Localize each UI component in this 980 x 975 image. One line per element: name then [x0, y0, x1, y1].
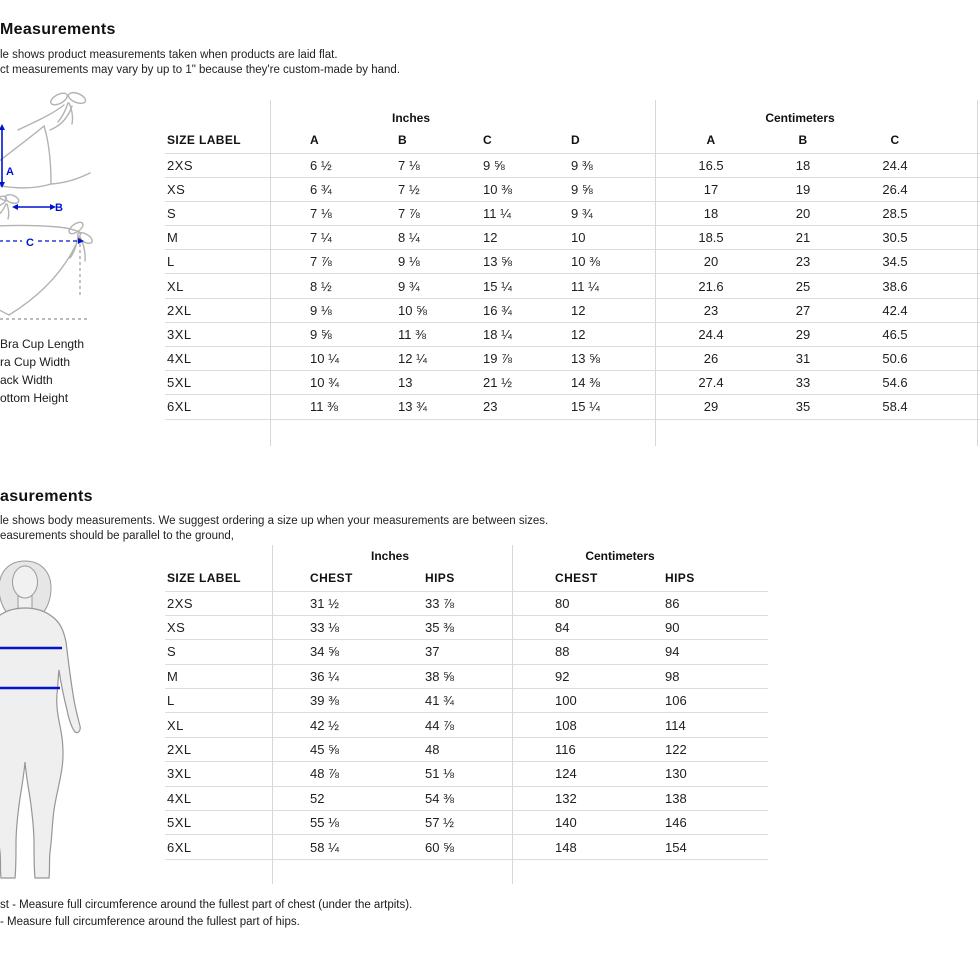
body-measurements-title: asurements: [0, 488, 93, 505]
cm-a: 21.6: [665, 274, 757, 298]
body-size-row: [165, 786, 768, 810]
cm-chest: 148: [512, 835, 630, 859]
in-hips: 37: [390, 640, 512, 664]
cm-b: 21: [757, 226, 849, 250]
product-size-row: [165, 395, 980, 419]
cm-hips: 122: [630, 737, 768, 761]
diagram-label-b: B: [55, 202, 63, 214]
cm-c: 54.6: [849, 371, 941, 395]
size-label: M: [165, 664, 272, 688]
size-label-header: SIZE LABEL: [165, 566, 272, 591]
cm-b: 31: [757, 347, 849, 371]
size-label: 6XL: [165, 835, 272, 859]
body-inches-header: Inches: [370, 549, 410, 563]
in-b: 9 ¾: [358, 274, 443, 298]
cm-d-clipped-cell: [941, 322, 980, 346]
in-c: 19 ⅞: [443, 347, 531, 371]
in-d: 10: [531, 226, 655, 250]
size-label: L: [165, 689, 272, 713]
cm-c: 46.5: [849, 322, 941, 346]
in-a: 7 ¼: [270, 226, 358, 250]
cm-a: 29: [665, 395, 757, 419]
cm-d-clipped-cell: [941, 274, 980, 298]
size-label: XS: [165, 615, 272, 639]
in-b: 7 ⅛: [358, 153, 443, 177]
product-size-row: [165, 226, 980, 250]
in-d: 12: [531, 298, 655, 322]
cm-b: 18: [757, 153, 849, 177]
size-label: XL: [165, 274, 270, 298]
cm-d-clipped-cell: [941, 226, 980, 250]
size-label: 6XL: [165, 395, 270, 419]
spacer-cell: [655, 395, 665, 419]
cm-c: 42.4: [849, 298, 941, 322]
size-label: 5XL: [165, 371, 270, 395]
product-size-row: [165, 153, 980, 177]
cm-a: 18.5: [665, 226, 757, 250]
size-label: M: [165, 226, 270, 250]
chest-footnote: st - Measure full circumference around the fullest part of chest (under the artpits).: [0, 899, 413, 911]
cm-a: 18: [665, 201, 757, 225]
body-silhouette-diagram: [0, 558, 98, 893]
in-b: 7 ½: [358, 177, 443, 201]
in-chest: 39 ⅜: [272, 689, 390, 713]
in-c: 10 ⅜: [443, 177, 531, 201]
in-b: 8 ¼: [358, 226, 443, 250]
cm-b: 27: [757, 298, 849, 322]
in-d: 9 ⅝: [531, 177, 655, 201]
product-inches-header: Inches: [391, 111, 431, 125]
in-chest: 55 ⅛: [272, 811, 390, 835]
product-size-row: [165, 250, 980, 274]
in-d: 15 ¼: [531, 395, 655, 419]
size-label: 2XL: [165, 298, 270, 322]
body-size-row: [165, 591, 768, 615]
in-a: 11 ⅜: [270, 395, 358, 419]
in-b: 10 ⅝: [358, 298, 443, 322]
in-a: 7 ⅛: [270, 201, 358, 225]
in-c: 12: [443, 226, 531, 250]
body-measurements-table: [165, 566, 768, 860]
table1-divider-units: [655, 100, 656, 446]
body-desc-line1: le shows body measurements. We suggest ordering a size up when your measurements are between sizes.: [0, 515, 549, 527]
cm-hips: 138: [630, 786, 768, 810]
in-chest: 36 ¼: [272, 664, 390, 688]
body-size-row: [165, 713, 768, 737]
size-label: XL: [165, 713, 272, 737]
in-a: 8 ½: [270, 274, 358, 298]
cm-b: 33: [757, 371, 849, 395]
spacer-cell: [655, 250, 665, 274]
product-size-row: [165, 347, 980, 371]
legend-bra-cup-length: Bra Cup Length: [0, 337, 85, 351]
in-b: 9 ⅛: [358, 250, 443, 274]
in-b: 7 ⅞: [358, 201, 443, 225]
in-hips: 54 ⅜: [390, 786, 512, 810]
cm-c: 28.5: [849, 201, 941, 225]
in-c: 18 ¼: [443, 322, 531, 346]
in-d: 11 ¼: [531, 274, 655, 298]
in-a: 10 ¾: [270, 371, 358, 395]
in-c: 23: [443, 395, 531, 419]
in-hips: 51 ⅛: [390, 762, 512, 786]
cm-hips: 86: [630, 591, 768, 615]
in-c: 16 ¾: [443, 298, 531, 322]
cm-a: 20: [665, 250, 757, 274]
cm-hips: 90: [630, 615, 768, 639]
col-header-in-c: C: [443, 128, 531, 153]
in-b: 12 ¼: [358, 347, 443, 371]
in-chest: 52: [272, 786, 390, 810]
in-b: 11 ⅜: [358, 322, 443, 346]
legend-back-width: ack Width: [0, 373, 53, 387]
in-d: 9 ¾: [531, 201, 655, 225]
product-desc-line2: ct measurements may vary by up to 1" because they're custom-made by hand.: [0, 64, 401, 76]
body-desc-line2: easurements should be parallel to the ground,: [0, 530, 234, 542]
in-hips: 33 ⅞: [390, 591, 512, 615]
body-table-header-row: [165, 566, 768, 591]
cm-b: 19: [757, 177, 849, 201]
cm-d-clipped-cell: [941, 395, 980, 419]
in-c: 13 ⅝: [443, 250, 531, 274]
size-label: 4XL: [165, 786, 272, 810]
body-size-row: [165, 811, 768, 835]
cm-d-clipped-cell: [941, 371, 980, 395]
cm-d-clipped-cell: [941, 201, 980, 225]
cm-chest: 116: [512, 737, 630, 761]
cm-b: 25: [757, 274, 849, 298]
product-size-row: [165, 177, 980, 201]
silhouette-head: [13, 566, 38, 598]
product-measurements-title: Measurements: [0, 21, 116, 38]
legend-bottom-height: ottom Height: [0, 391, 69, 405]
in-a: 6 ½: [270, 153, 358, 177]
table2-divider-units: [512, 545, 513, 884]
table1-divider-left: [270, 100, 271, 446]
in-chest: 42 ½: [272, 713, 390, 737]
col-header-in-a: A: [270, 128, 358, 153]
size-label: 2XS: [165, 153, 270, 177]
product-desc-line1: le shows product measurements taken when products are laid flat.: [0, 49, 338, 61]
size-label: XS: [165, 177, 270, 201]
spacer-cell: [655, 153, 665, 177]
cm-hips: 130: [630, 762, 768, 786]
in-a: 9 ⅝: [270, 322, 358, 346]
cm-c: 24.4: [849, 153, 941, 177]
product-size-row: [165, 298, 980, 322]
in-chest: 34 ⅝: [272, 640, 390, 664]
cm-b: 35: [757, 395, 849, 419]
cm-a: 23: [665, 298, 757, 322]
cm-d-clipped-cell: [941, 177, 980, 201]
cm-d-clipped-cell: [941, 250, 980, 274]
in-hips: 60 ⅝: [390, 835, 512, 859]
cm-hips: 98: [630, 664, 768, 688]
cm-hips: 154: [630, 835, 768, 859]
body-size-row: [165, 835, 768, 859]
in-d: 9 ⅜: [531, 153, 655, 177]
body-centimeters-header: Centimeters: [585, 549, 655, 563]
spacer-cell: [655, 177, 665, 201]
cm-chest: 92: [512, 664, 630, 688]
cm-hips: 94: [630, 640, 768, 664]
size-label: 3XL: [165, 322, 270, 346]
in-c: 21 ½: [443, 371, 531, 395]
in-chest: 31 ½: [272, 591, 390, 615]
in-chest: 48 ⅞: [272, 762, 390, 786]
cm-chest: 124: [512, 762, 630, 786]
legend-bra-cup-width: ra Cup Width: [0, 355, 71, 369]
spacer-cell: [655, 347, 665, 371]
in-hips: 44 ⅞: [390, 713, 512, 737]
in-b: 13 ¾: [358, 395, 443, 419]
in-hips: 41 ¾: [390, 689, 512, 713]
size-label: S: [165, 640, 272, 664]
in-a: 7 ⅞: [270, 250, 358, 274]
spacer-cell: [655, 322, 665, 346]
cm-hips: 146: [630, 811, 768, 835]
product-size-row: [165, 371, 980, 395]
size-label: 2XL: [165, 737, 272, 761]
in-hips: 35 ⅜: [390, 615, 512, 639]
col-header-cm-b: B: [757, 128, 849, 153]
diagram-label-a: A: [6, 166, 14, 178]
cm-c: 26.4: [849, 177, 941, 201]
col-header-in-b: B: [358, 128, 443, 153]
hips-footnote: - Measure full circumference around the fullest part of hips.: [0, 916, 300, 928]
table2-divider-left: [272, 545, 273, 884]
product-measurements-table: [165, 128, 980, 420]
product-size-row: [165, 322, 980, 346]
in-hips: 38 ⅝: [390, 664, 512, 688]
in-c: 11 ¼: [443, 201, 531, 225]
cm-hips: 114: [630, 713, 768, 737]
spacer-cell: [655, 274, 665, 298]
spacer-cell: [655, 298, 665, 322]
product-size-row: [165, 201, 980, 225]
in-hips: 48: [390, 737, 512, 761]
cm-b: 20: [757, 201, 849, 225]
body-size-row: [165, 640, 768, 664]
cm-d-clipped-cell: [941, 347, 980, 371]
cm-chest: 140: [512, 811, 630, 835]
product-centimeters-header: Centimeters: [765, 111, 835, 125]
body-size-row: [165, 664, 768, 688]
size-label: S: [165, 201, 270, 225]
bikini-diagram: [0, 86, 142, 336]
cm-hips: 106: [630, 689, 768, 713]
table1-divider-right: [977, 100, 978, 446]
size-label: 4XL: [165, 347, 270, 371]
in-c: 15 ¼: [443, 274, 531, 298]
in-chest: 58 ¼: [272, 835, 390, 859]
cm-chest: 100: [512, 689, 630, 713]
col-header-in-chest: CHEST: [272, 566, 390, 591]
cm-a: 24.4: [665, 322, 757, 346]
cm-a: 26: [665, 347, 757, 371]
in-chest: 45 ⅝: [272, 737, 390, 761]
body-size-row: [165, 615, 768, 639]
size-label: 5XL: [165, 811, 272, 835]
cm-a: 16.5: [665, 153, 757, 177]
cm-a: 27.4: [665, 371, 757, 395]
cm-c: 50.6: [849, 347, 941, 371]
cm-chest: 84: [512, 615, 630, 639]
cm-c: 30.5: [849, 226, 941, 250]
cm-d-clipped-cell: [941, 153, 980, 177]
cm-b: 29: [757, 322, 849, 346]
in-hips: 57 ½: [390, 811, 512, 835]
in-a: 9 ⅛: [270, 298, 358, 322]
cm-c: 58.4: [849, 395, 941, 419]
spacer-cell: [655, 371, 665, 395]
size-label: 3XL: [165, 762, 272, 786]
in-a: 10 ¼: [270, 347, 358, 371]
size-label: 2XS: [165, 591, 272, 615]
col-header-in-hips: HIPS: [390, 566, 512, 591]
cm-d-clipped-header: [941, 128, 980, 153]
cm-d-clipped-cell: [941, 298, 980, 322]
cm-c: 34.5: [849, 250, 941, 274]
col-header-cm-hips: HIPS: [630, 566, 768, 591]
in-d: 14 ⅜: [531, 371, 655, 395]
cm-c: 38.6: [849, 274, 941, 298]
cm-a: 17: [665, 177, 757, 201]
spacer-cell: [655, 226, 665, 250]
in-d: 13 ⅝: [531, 347, 655, 371]
spacer-header: [655, 128, 665, 153]
col-header-in-d: D: [531, 128, 655, 153]
cm-chest: 80: [512, 591, 630, 615]
cm-chest: 108: [512, 713, 630, 737]
in-chest: 33 ⅛: [272, 615, 390, 639]
product-size-row: [165, 274, 980, 298]
in-a: 6 ¾: [270, 177, 358, 201]
col-header-cm-a: A: [665, 128, 757, 153]
size-label-header: SIZE LABEL: [165, 128, 270, 153]
spacer-cell: [655, 201, 665, 225]
cm-chest: 88: [512, 640, 630, 664]
body-size-row: [165, 737, 768, 761]
in-d: 12: [531, 322, 655, 346]
col-header-cm-chest: CHEST: [512, 566, 630, 591]
size-label: L: [165, 250, 270, 274]
product-table-header-row: [165, 128, 980, 153]
cm-b: 23: [757, 250, 849, 274]
in-c: 9 ⅝: [443, 153, 531, 177]
body-size-row: [165, 689, 768, 713]
body-size-row: [165, 762, 768, 786]
in-b: 13: [358, 371, 443, 395]
col-header-cm-c: C: [849, 128, 941, 153]
in-d: 10 ⅜: [531, 250, 655, 274]
cm-chest: 132: [512, 786, 630, 810]
diagram-label-c: C: [26, 237, 34, 249]
